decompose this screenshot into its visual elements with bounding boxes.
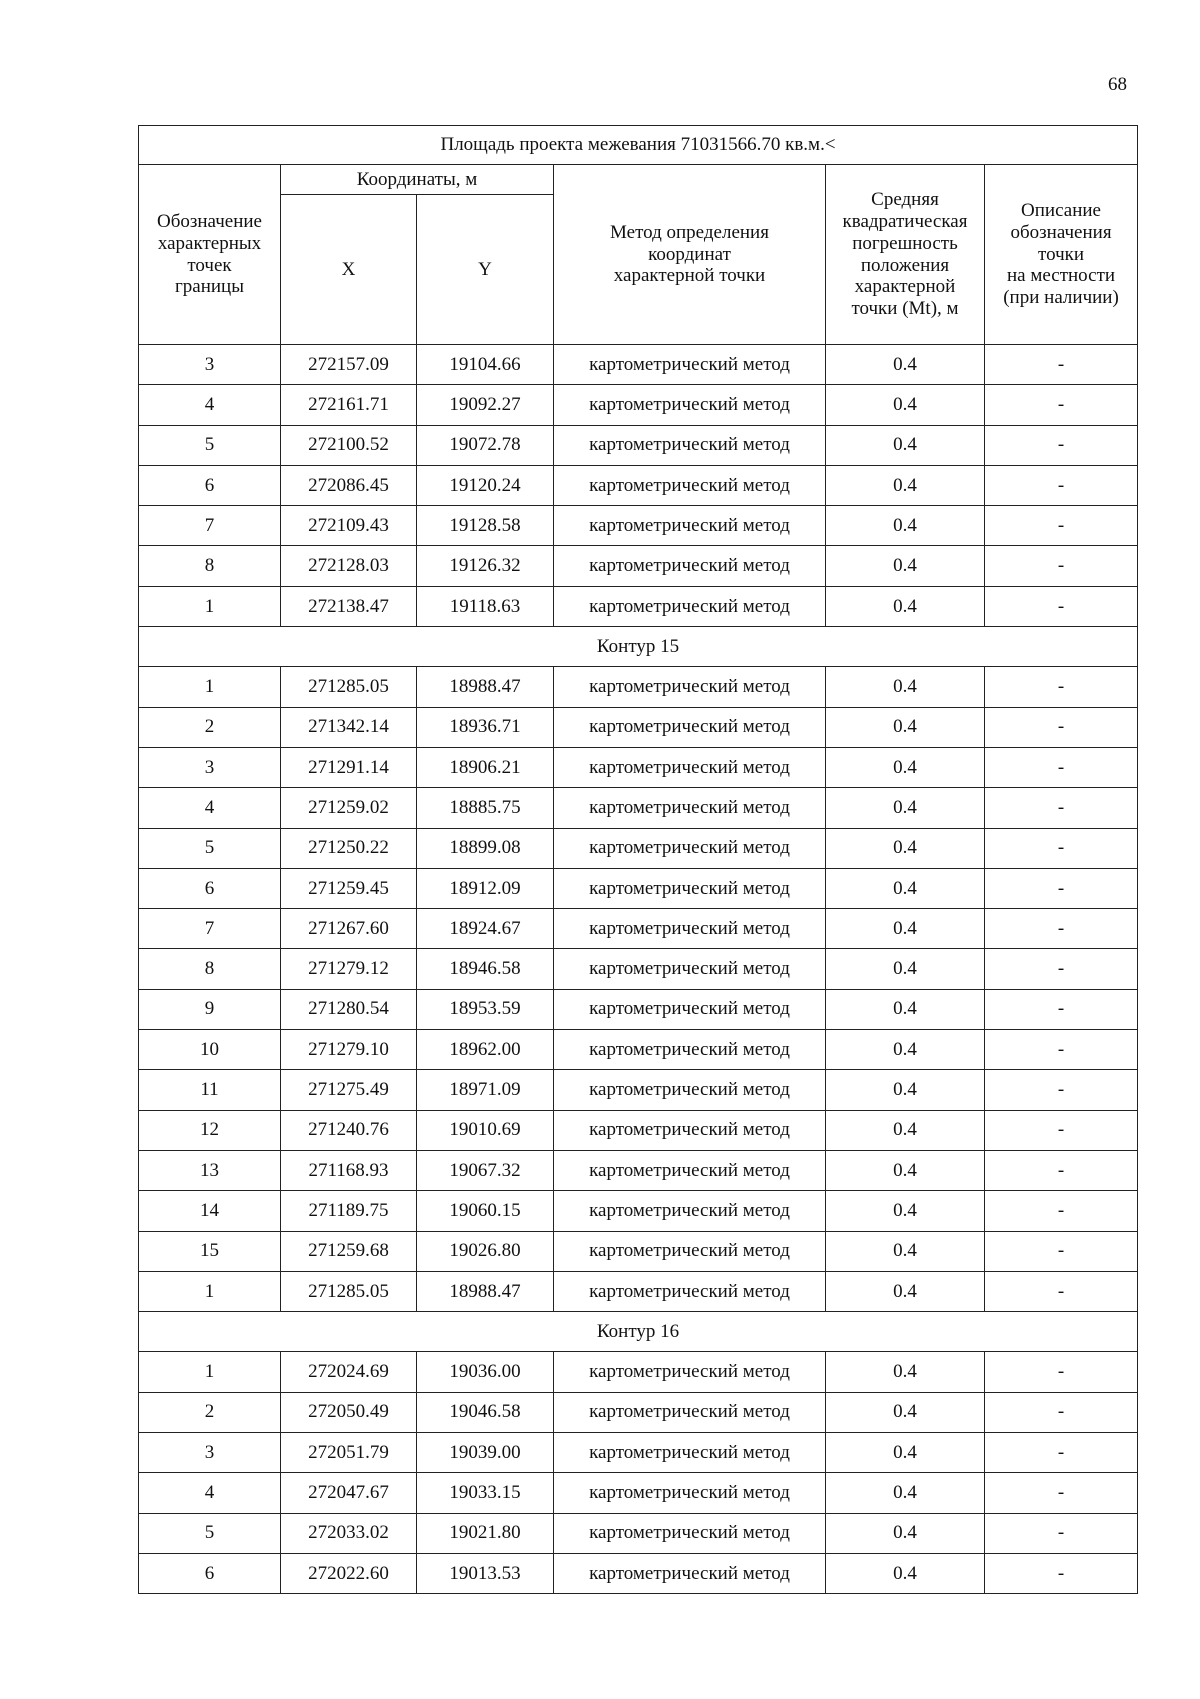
contour-label: Контур 15 (139, 627, 1138, 667)
cell-method: картометрический метод (554, 667, 826, 707)
cell-x: 271259.02 (281, 788, 417, 828)
cell-point: 9 (139, 989, 281, 1029)
cell-point: 6 (139, 465, 281, 505)
cell-point: 1 (139, 1352, 281, 1392)
table-row (139, 546, 1138, 586)
cell-method: картометрический метод (554, 1110, 826, 1150)
cell-description: - (985, 1513, 1138, 1553)
cell-point: 7 (139, 909, 281, 949)
cell-description: - (985, 1191, 1138, 1231)
table-row (139, 1433, 1138, 1473)
cell-method: картометрический метод (554, 425, 826, 465)
cell-error: 0.4 (826, 1070, 985, 1110)
cell-point: 3 (139, 345, 281, 385)
cell-method: картометрический метод (554, 788, 826, 828)
cell-y: 18885.75 (417, 788, 554, 828)
cell-point: 2 (139, 707, 281, 747)
cell-error: 0.4 (826, 868, 985, 908)
table-row (139, 1553, 1138, 1593)
cell-error: 0.4 (826, 1513, 985, 1553)
cell-y: 19021.80 (417, 1513, 554, 1553)
cell-error: 0.4 (826, 345, 985, 385)
table-row (139, 1271, 1138, 1311)
cell-x: 272051.79 (281, 1433, 417, 1473)
cell-method: картометрический метод (554, 1030, 826, 1070)
cell-y: 19126.32 (417, 546, 554, 586)
cell-x: 271168.93 (281, 1150, 417, 1190)
cell-method: картометрический метод (554, 506, 826, 546)
cell-description: - (985, 345, 1138, 385)
table-row (139, 1392, 1138, 1432)
cell-y: 19120.24 (417, 465, 554, 505)
cell-point: 15 (139, 1231, 281, 1271)
cell-method: картометрический метод (554, 1433, 826, 1473)
cell-y: 18924.67 (417, 909, 554, 949)
cell-error: 0.4 (826, 1191, 985, 1231)
cell-method: картометрический метод (554, 989, 826, 1029)
cell-description: - (985, 909, 1138, 949)
cell-error: 0.4 (826, 1030, 985, 1070)
cell-x: 271240.76 (281, 1110, 417, 1150)
cell-description: - (985, 1352, 1138, 1392)
cell-error: 0.4 (826, 747, 985, 787)
cell-description: - (985, 868, 1138, 908)
cell-x: 271275.49 (281, 1070, 417, 1110)
cell-error: 0.4 (826, 1231, 985, 1271)
cell-y: 19128.58 (417, 506, 554, 546)
cell-method: картометрический метод (554, 345, 826, 385)
cell-x: 272138.47 (281, 586, 417, 626)
cell-description: - (985, 747, 1138, 787)
cell-x: 271279.12 (281, 949, 417, 989)
cell-point: 5 (139, 828, 281, 868)
cell-error: 0.4 (826, 465, 985, 505)
table-body (139, 345, 1138, 1594)
cell-y: 19072.78 (417, 425, 554, 465)
header-y: Y (417, 195, 554, 345)
cell-x: 272100.52 (281, 425, 417, 465)
cell-x: 271259.45 (281, 868, 417, 908)
cell-description: - (985, 667, 1138, 707)
cell-method: картометрический метод (554, 949, 826, 989)
cell-x: 272161.71 (281, 385, 417, 425)
cell-x: 272109.43 (281, 506, 417, 546)
cell-error: 0.4 (826, 1553, 985, 1593)
cell-x: 271342.14 (281, 707, 417, 747)
cell-x: 271285.05 (281, 1271, 417, 1311)
cell-error: 0.4 (826, 506, 985, 546)
table-row (139, 1231, 1138, 1271)
table-row (139, 1352, 1138, 1392)
cell-method: картометрический метод (554, 707, 826, 747)
table-row (139, 1070, 1138, 1110)
cell-x: 272047.67 (281, 1473, 417, 1513)
cell-point: 4 (139, 1473, 281, 1513)
cell-error: 0.4 (826, 385, 985, 425)
cell-y: 18988.47 (417, 667, 554, 707)
table-row (139, 425, 1138, 465)
cell-y: 19046.58 (417, 1392, 554, 1432)
cell-error: 0.4 (826, 989, 985, 1029)
cell-error: 0.4 (826, 1473, 985, 1513)
cell-point: 14 (139, 1191, 281, 1231)
cell-x: 272024.69 (281, 1352, 417, 1392)
cell-y: 18946.58 (417, 949, 554, 989)
cell-error: 0.4 (826, 425, 985, 465)
cell-method: картометрический метод (554, 1392, 826, 1432)
cell-description: - (985, 1553, 1138, 1593)
cell-x: 271280.54 (281, 989, 417, 1029)
cell-x: 271291.14 (281, 747, 417, 787)
table-row (139, 345, 1138, 385)
cell-method: картометрический метод (554, 909, 826, 949)
cell-description: - (985, 1070, 1138, 1110)
cell-y: 19092.27 (417, 385, 554, 425)
cell-description: - (985, 1433, 1138, 1473)
table-row (139, 949, 1138, 989)
table-row (139, 1191, 1138, 1231)
cell-point: 12 (139, 1110, 281, 1150)
header-point: Обозначение характерных точек границы (139, 165, 281, 345)
table-row (139, 1150, 1138, 1190)
cell-description: - (985, 1030, 1138, 1070)
cell-point: 8 (139, 546, 281, 586)
cell-description: - (985, 1110, 1138, 1150)
cell-y: 19036.00 (417, 1352, 554, 1392)
contour-header-row (139, 627, 1138, 667)
cell-y: 18899.08 (417, 828, 554, 868)
cell-x: 272050.49 (281, 1392, 417, 1432)
cell-error: 0.4 (826, 1433, 985, 1473)
cell-description: - (985, 707, 1138, 747)
cell-y: 19067.32 (417, 1150, 554, 1190)
table-row (139, 506, 1138, 546)
cell-method: картометрический метод (554, 465, 826, 505)
cell-description: - (985, 788, 1138, 828)
table-row (139, 828, 1138, 868)
contour-label: Контур 16 (139, 1312, 1138, 1352)
cell-y: 18953.59 (417, 989, 554, 1029)
cell-x: 272128.03 (281, 546, 417, 586)
table-row (139, 1513, 1138, 1553)
cell-y: 19010.69 (417, 1110, 554, 1150)
cell-point: 5 (139, 1513, 281, 1553)
table-title: Площадь проекта межевания 71031566.70 кв.м.< (139, 126, 1138, 165)
cell-error: 0.4 (826, 707, 985, 747)
table-row (139, 586, 1138, 626)
cell-method: картометрический метод (554, 1553, 826, 1593)
cell-error: 0.4 (826, 909, 985, 949)
table-row (139, 1110, 1138, 1150)
cell-description: - (985, 949, 1138, 989)
table-row (139, 868, 1138, 908)
header-row (139, 165, 1138, 195)
cell-method: картометрический метод (554, 1271, 826, 1311)
cell-description: - (985, 1392, 1138, 1432)
cell-error: 0.4 (826, 788, 985, 828)
cell-y: 18936.71 (417, 707, 554, 747)
cell-description: - (985, 425, 1138, 465)
cell-method: картометрический метод (554, 1513, 826, 1553)
cell-point: 8 (139, 949, 281, 989)
cell-point: 1 (139, 667, 281, 707)
cell-x: 271279.10 (281, 1030, 417, 1070)
cell-y: 19039.00 (417, 1433, 554, 1473)
contour-header-row (139, 1312, 1138, 1352)
cell-point: 3 (139, 1433, 281, 1473)
cell-error: 0.4 (826, 1271, 985, 1311)
cell-y: 18962.00 (417, 1030, 554, 1070)
cell-y: 19013.53 (417, 1553, 554, 1593)
cell-description: - (985, 586, 1138, 626)
header-x: X (281, 195, 417, 345)
table-row (139, 1473, 1138, 1513)
cell-error: 0.4 (826, 1110, 985, 1150)
header-method: Метод определения координат характерной точки (554, 165, 826, 345)
cell-y: 18988.47 (417, 1271, 554, 1311)
cell-point: 1 (139, 1271, 281, 1311)
cell-y: 18906.21 (417, 747, 554, 787)
cell-y: 19104.66 (417, 345, 554, 385)
cell-x: 271259.68 (281, 1231, 417, 1271)
cell-description: - (985, 828, 1138, 868)
cell-method: картометрический метод (554, 747, 826, 787)
cell-x: 272022.60 (281, 1553, 417, 1593)
cell-description: - (985, 465, 1138, 505)
cell-description: - (985, 506, 1138, 546)
cell-y: 18971.09 (417, 1070, 554, 1110)
table-row (139, 465, 1138, 505)
cell-point: 13 (139, 1150, 281, 1190)
cell-method: картометрический метод (554, 828, 826, 868)
cell-point: 7 (139, 506, 281, 546)
cell-point: 3 (139, 747, 281, 787)
cell-point: 2 (139, 1392, 281, 1432)
cell-method: картометрический метод (554, 1070, 826, 1110)
cell-point: 5 (139, 425, 281, 465)
cell-method: картометрический метод (554, 385, 826, 425)
cell-point: 1 (139, 586, 281, 626)
cell-error: 0.4 (826, 828, 985, 868)
cell-x: 272033.02 (281, 1513, 417, 1553)
cell-error: 0.4 (826, 949, 985, 989)
cell-error: 0.4 (826, 1150, 985, 1190)
cell-description: - (985, 1150, 1138, 1190)
cell-x: 271189.75 (281, 1191, 417, 1231)
cell-error: 0.4 (826, 1392, 985, 1432)
table-row (139, 747, 1138, 787)
cell-method: картометрический метод (554, 546, 826, 586)
cell-description: - (985, 546, 1138, 586)
table-row (139, 909, 1138, 949)
header-error: Средняя квадратическая погрешность положения характерной точки (Mt), м (826, 165, 985, 345)
cell-y: 19026.80 (417, 1231, 554, 1271)
cell-x: 271267.60 (281, 909, 417, 949)
cell-error: 0.4 (826, 1352, 985, 1392)
cell-point: 6 (139, 1553, 281, 1593)
header-coordinates: Координаты, м (281, 165, 554, 195)
header-description: Описание обозначения точки на местности (при наличии) (985, 165, 1138, 345)
coordinates-table (138, 125, 1138, 1594)
cell-description: - (985, 385, 1138, 425)
cell-y: 19060.15 (417, 1191, 554, 1231)
cell-x: 272157.09 (281, 345, 417, 385)
cell-method: картометрический метод (554, 1473, 826, 1513)
cell-description: - (985, 1271, 1138, 1311)
cell-error: 0.4 (826, 667, 985, 707)
cell-point: 4 (139, 385, 281, 425)
table-row (139, 1030, 1138, 1070)
table-row (139, 788, 1138, 828)
cell-method: картометрический метод (554, 1150, 826, 1190)
cell-x: 272086.45 (281, 465, 417, 505)
cell-x: 271285.05 (281, 667, 417, 707)
cell-method: картометрический метод (554, 586, 826, 626)
cell-description: - (985, 989, 1138, 1029)
cell-error: 0.4 (826, 586, 985, 626)
table-row (139, 385, 1138, 425)
cell-point: 11 (139, 1070, 281, 1110)
cell-point: 6 (139, 868, 281, 908)
table-row (139, 667, 1138, 707)
cell-error: 0.4 (826, 546, 985, 586)
cell-point: 10 (139, 1030, 281, 1070)
cell-method: картометрический метод (554, 1352, 826, 1392)
cell-method: картометрический метод (554, 868, 826, 908)
cell-y: 19033.15 (417, 1473, 554, 1513)
cell-y: 19118.63 (417, 586, 554, 626)
table-row (139, 707, 1138, 747)
cell-point: 4 (139, 788, 281, 828)
cell-y: 18912.09 (417, 868, 554, 908)
cell-method: картометрический метод (554, 1231, 826, 1271)
cell-x: 271250.22 (281, 828, 417, 868)
page-number: 68 (1108, 74, 1127, 95)
cell-description: - (985, 1473, 1138, 1513)
cell-method: картометрический метод (554, 1191, 826, 1231)
table-title-row (139, 126, 1138, 165)
cell-description: - (985, 1231, 1138, 1271)
table-row (139, 989, 1138, 1029)
